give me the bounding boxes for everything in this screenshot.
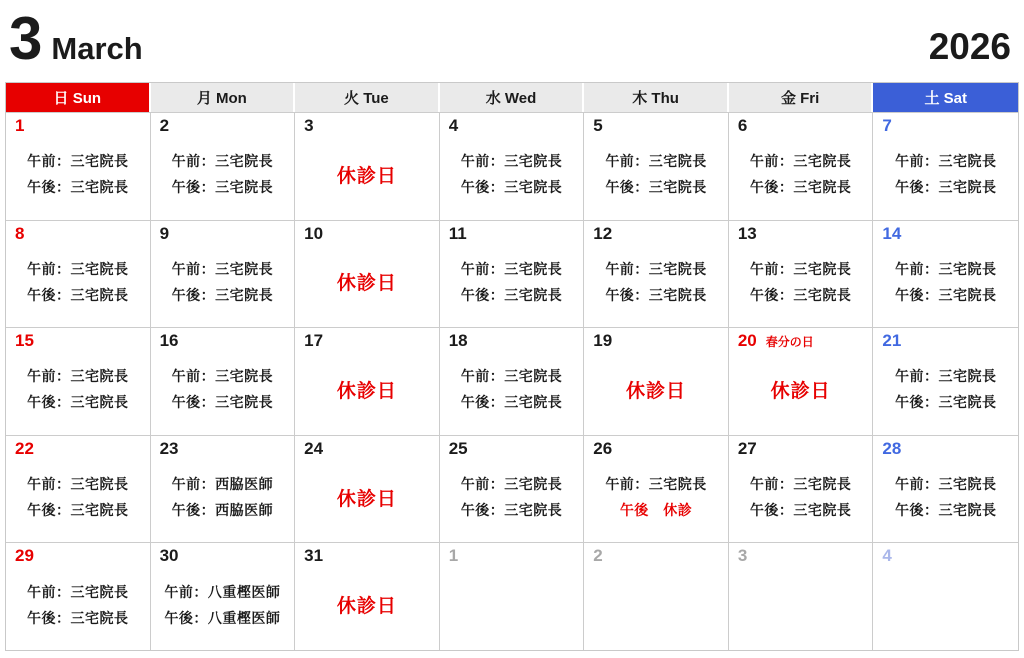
am-schedule: 午前：三宅院長 [749, 476, 852, 493]
day-cell [151, 327, 296, 435]
weekday-header-row [6, 83, 1018, 112]
day-cell [151, 112, 296, 220]
pm-schedule: 午後：三宅院長 [749, 502, 852, 519]
day-number: 1 [15, 116, 25, 135]
pm-schedule: 午後：三宅院長 [894, 502, 997, 519]
day-schedule [151, 352, 295, 435]
day-number-row [729, 543, 873, 567]
day-number: 2 [593, 546, 603, 566]
am-schedule: 午前：三宅院長 [27, 583, 129, 600]
day-number-row [584, 113, 728, 137]
month-name: March [51, 31, 143, 66]
pm-schedule: 午後：三宅院長 [460, 502, 563, 519]
am-schedule: 午前：三宅院長 [460, 153, 563, 170]
day-number: 21 [882, 331, 902, 351]
day-number-row [295, 328, 439, 352]
day-cell [295, 220, 440, 328]
day-schedule [584, 460, 728, 543]
calendar [5, 82, 1019, 651]
day-cell [6, 112, 151, 220]
day-number-row [151, 436, 295, 460]
am-schedule: 午前：三宅院長 [749, 153, 852, 170]
am-schedule: 午前：三宅院長 [171, 260, 274, 277]
am-schedule: 午前：三宅院長 [460, 260, 563, 277]
pm-schedule: 午後：三宅院長 [605, 179, 707, 196]
day-number-row [6, 328, 150, 352]
day-number: 2 [159, 116, 170, 135]
day-schedule [295, 137, 439, 220]
pm-schedule: 午後：三宅院長 [27, 609, 129, 626]
day-schedule [440, 352, 584, 435]
pm-schedule: 午後：三宅院長 [605, 286, 707, 303]
day-number: 15 [15, 331, 34, 351]
day-number-row [584, 221, 728, 245]
holiday-label: 春分の日 [765, 335, 814, 350]
day-number-row [873, 221, 1018, 245]
day-number: 11 [448, 223, 467, 243]
day-schedule [440, 460, 584, 543]
am-schedule: 午前：三宅院長 [460, 476, 563, 493]
pm-schedule: 午後：三宅院長 [27, 394, 129, 411]
day-number-row [6, 543, 150, 567]
closed-day-label: 休診日 [336, 488, 397, 510]
day-number-row [873, 328, 1018, 352]
day-number: 23 [159, 438, 179, 458]
day-schedule [729, 352, 873, 435]
pm-schedule: 午後：三宅院長 [460, 394, 563, 411]
day-number-row [729, 328, 873, 352]
pm-schedule: 午後：三宅院長 [749, 286, 852, 303]
day-schedule [729, 567, 873, 650]
weekday-header-fri: 金 Fri [729, 83, 874, 112]
day-number-row [584, 436, 728, 460]
day-cell [584, 112, 729, 220]
day-cell [6, 220, 151, 328]
am-schedule: 午前：三宅院長 [171, 153, 274, 170]
day-schedule [6, 567, 150, 650]
day-number-row [6, 221, 150, 245]
weekday-header-mon: 月 Mon [151, 83, 296, 112]
day-number: 24 [304, 438, 324, 458]
pm-schedule: 午後：三宅院長 [171, 394, 274, 411]
day-schedule [873, 137, 1018, 220]
pm-schedule: 午後：三宅院長 [171, 179, 274, 196]
day-cell [295, 112, 440, 220]
year-label: 2026 [928, 26, 1011, 67]
day-number: 5 [593, 116, 603, 135]
pm-schedule: 午後：三宅院長 [894, 394, 997, 411]
weekday-header-wed: 水 Wed [440, 83, 585, 112]
day-cell [440, 435, 585, 543]
day-number-row [6, 113, 150, 137]
pm-schedule: 午後：三宅院長 [894, 179, 997, 196]
day-number: 17 [304, 331, 324, 351]
day-number: 19 [593, 331, 613, 351]
day-schedule [873, 567, 1018, 650]
day-schedule [873, 245, 1018, 328]
day-number: 22 [15, 438, 34, 458]
day-schedule [440, 137, 584, 220]
day-number-row [295, 436, 439, 460]
day-number: 25 [448, 438, 468, 458]
day-cell [151, 435, 296, 543]
day-cell [873, 112, 1018, 220]
pm-schedule: 午後 休診 [619, 502, 693, 519]
pm-schedule: 午後：三宅院長 [749, 179, 852, 196]
day-number-row [440, 328, 584, 352]
day-number-row [729, 221, 873, 245]
day-number-row [440, 436, 584, 460]
day-number: 3 [737, 546, 748, 566]
day-cell [873, 435, 1018, 543]
day-cell [295, 435, 440, 543]
day-number: 14 [882, 223, 902, 243]
closed-day-label: 休診日 [336, 596, 397, 618]
day-number: 28 [882, 438, 902, 458]
day-number-row [729, 113, 873, 137]
pm-schedule: 午後：三宅院長 [27, 286, 129, 303]
day-number: 29 [15, 546, 34, 566]
day-cell [729, 112, 874, 220]
am-schedule: 午前：三宅院長 [605, 260, 707, 277]
pm-schedule: 午後：三宅院長 [460, 179, 563, 196]
day-number: 4 [448, 116, 459, 135]
day-number-row [440, 543, 584, 567]
day-number-row [873, 543, 1018, 567]
day-number-row [151, 543, 295, 567]
weekday-header-tue: 火 Tue [295, 83, 440, 112]
weekday-header-thu: 木 Thu [584, 83, 729, 112]
day-number: 13 [737, 223, 757, 243]
day-number-row [873, 436, 1018, 460]
day-cell [6, 542, 151, 650]
day-number-row [151, 113, 295, 137]
am-schedule: 午前：三宅院長 [171, 368, 274, 385]
day-schedule [151, 245, 295, 328]
day-number: 9 [159, 223, 170, 243]
am-schedule: 午前：西脇医師 [171, 476, 274, 493]
day-number-row [584, 543, 728, 567]
day-schedule [295, 245, 439, 328]
day-number-row [295, 543, 439, 567]
day-schedule [6, 352, 150, 435]
day-cell [584, 220, 729, 328]
pm-schedule: 午後：三宅院長 [27, 179, 129, 196]
day-number-row [6, 436, 150, 460]
day-number: 31 [304, 546, 324, 566]
day-schedule [295, 352, 439, 435]
day-number: 30 [159, 546, 179, 566]
day-cell [440, 112, 585, 220]
day-schedule [6, 137, 150, 220]
day-schedule [584, 352, 728, 435]
closed-day-label: 休診日 [336, 165, 397, 187]
am-schedule: 午前：三宅院長 [894, 260, 997, 277]
day-schedule [584, 245, 728, 328]
am-schedule: 午前：三宅院長 [605, 153, 707, 170]
day-schedule [729, 137, 873, 220]
weekday-header-sun: 日 Sun [6, 83, 151, 112]
month-number: 3 [9, 5, 42, 72]
day-cell [729, 542, 874, 650]
day-number-row [873, 113, 1018, 137]
day-number: 3 [304, 116, 314, 135]
day-cell [584, 542, 729, 650]
am-schedule: 午前：三宅院長 [749, 260, 852, 277]
day-number-row [151, 221, 295, 245]
day-number: 18 [448, 331, 468, 351]
day-cell [873, 327, 1018, 435]
day-schedule [440, 245, 584, 328]
am-schedule: 午前：三宅院長 [460, 368, 563, 385]
day-number: 1 [448, 546, 459, 566]
day-number: 8 [15, 223, 25, 243]
am-schedule: 午前：三宅院長 [605, 476, 707, 493]
day-schedule [151, 460, 295, 543]
day-number-row [584, 328, 728, 352]
closed-day-label: 休診日 [336, 380, 397, 402]
day-number: 10 [304, 223, 324, 243]
day-cell [6, 327, 151, 435]
day-number: 7 [882, 116, 892, 135]
day-schedule [6, 245, 150, 328]
day-number: 16 [159, 331, 179, 351]
day-number: 26 [593, 438, 613, 458]
pm-schedule: 午後：三宅院長 [171, 286, 274, 303]
day-cell [584, 435, 729, 543]
day-schedule [440, 567, 584, 650]
day-cell [873, 542, 1018, 650]
pm-schedule: 午後：西脇医師 [171, 502, 274, 519]
day-cell [729, 327, 874, 435]
day-number: 12 [593, 223, 613, 243]
day-cell [440, 542, 585, 650]
am-schedule: 午前：三宅院長 [27, 476, 129, 493]
pm-schedule: 午後：三宅院長 [460, 286, 563, 303]
am-schedule: 午前：三宅院長 [894, 476, 997, 493]
day-number: 6 [737, 116, 748, 135]
day-number-row [729, 436, 873, 460]
day-number: 4 [882, 546, 892, 566]
closed-day-label: 休診日 [770, 380, 831, 402]
day-cell [6, 435, 151, 543]
day-schedule [151, 137, 295, 220]
day-number-row [151, 328, 295, 352]
day-schedule [151, 567, 295, 650]
day-schedule [873, 460, 1018, 543]
day-schedule [6, 460, 150, 543]
day-schedule [873, 352, 1018, 435]
title-bar [5, 0, 1019, 82]
day-cell [729, 220, 874, 328]
day-schedule [584, 567, 728, 650]
day-schedule [729, 245, 873, 328]
pm-schedule: 午後：八重樫医師 [164, 609, 281, 626]
calendar-body [6, 112, 1018, 650]
weekday-header-sat: 土 Sat [873, 83, 1018, 112]
pm-schedule: 午後：三宅院長 [894, 286, 997, 303]
closed-day-label: 休診日 [336, 273, 397, 295]
closed-day-label: 休診日 [626, 380, 687, 402]
pm-schedule: 午後：三宅院長 [27, 502, 129, 519]
day-cell [151, 542, 296, 650]
day-cell [440, 220, 585, 328]
day-number: 27 [737, 438, 757, 458]
am-schedule: 午前：三宅院長 [27, 368, 129, 385]
day-schedule [584, 137, 728, 220]
day-number-row [440, 221, 584, 245]
day-schedule [729, 460, 873, 543]
day-schedule [295, 567, 439, 650]
day-cell [151, 220, 296, 328]
day-cell [440, 327, 585, 435]
am-schedule: 午前：三宅院長 [894, 153, 997, 170]
am-schedule: 午前：八重樫医師 [164, 583, 281, 600]
day-number-row [295, 113, 439, 137]
day-number: 20 [737, 331, 757, 351]
day-number-row [440, 113, 584, 137]
day-cell [729, 435, 874, 543]
am-schedule: 午前：三宅院長 [27, 153, 129, 170]
day-cell [295, 542, 440, 650]
am-schedule: 午前：三宅院長 [894, 368, 997, 385]
day-cell [295, 327, 440, 435]
am-schedule: 午前：三宅院長 [27, 260, 129, 277]
day-cell [584, 327, 729, 435]
day-number-row [295, 221, 439, 245]
day-cell [873, 220, 1018, 328]
day-schedule [295, 460, 439, 543]
